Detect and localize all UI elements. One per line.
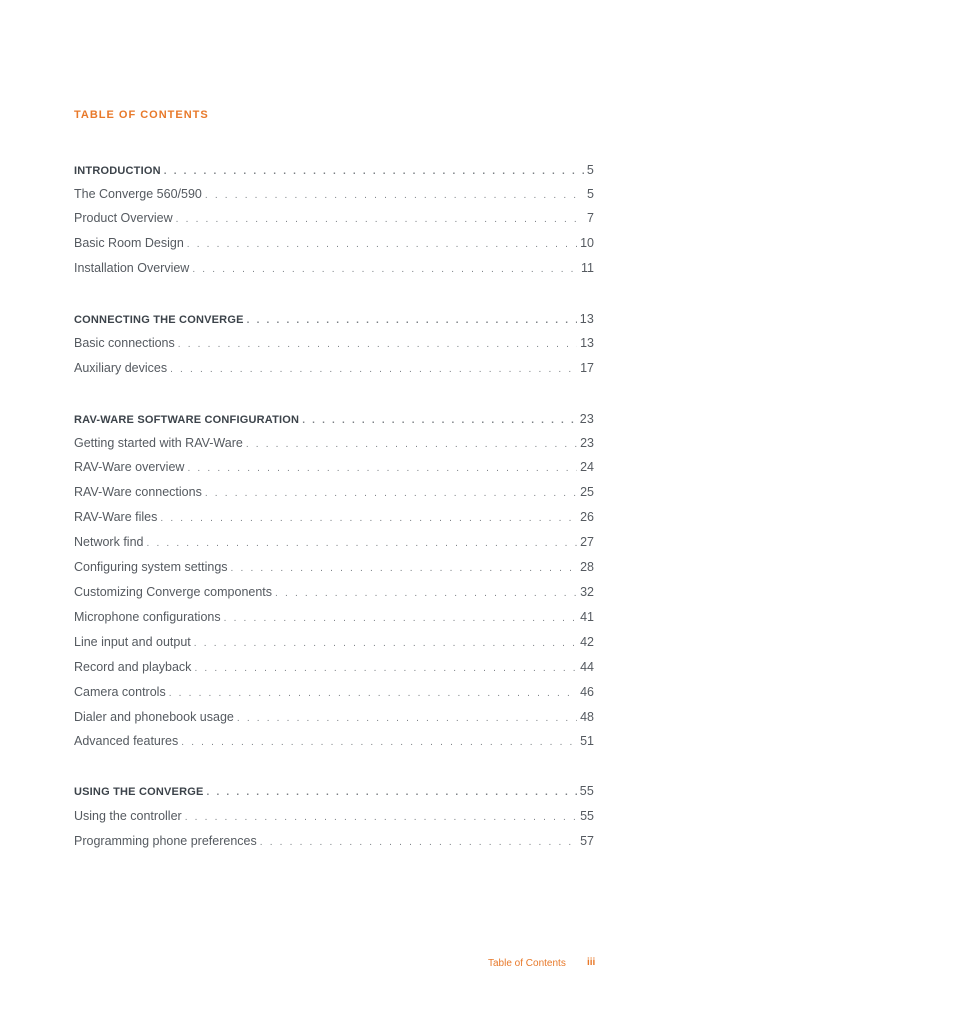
dot-leader [205, 485, 577, 503]
dot-leader [224, 610, 577, 628]
toc-entry-page: 5 [587, 187, 594, 201]
toc-entry[interactable] [74, 434, 594, 452]
toc-entry-label: Customizing Converge components [74, 585, 273, 599]
toc-entry-label: Getting started with RAV-Ware [74, 436, 243, 450]
toc-section-connecting[interactable] [74, 310, 594, 328]
toc-entry[interactable] [74, 832, 594, 850]
toc-entry-label: Advanced features [74, 734, 179, 748]
toc-entry-page: 44 [580, 660, 594, 674]
toc-entry-page: 25 [580, 485, 594, 499]
dot-leader [160, 510, 577, 528]
toc-entry-page: 24 [580, 460, 594, 474]
footer-page-number: iii [587, 957, 596, 968]
dot-leader [194, 660, 577, 678]
toc-entry[interactable] [74, 359, 594, 377]
dot-leader [181, 734, 577, 752]
toc-entry-page: 11 [581, 261, 594, 275]
toc-entry[interactable] [74, 633, 594, 651]
toc-entry-label: Product Overview [74, 211, 173, 225]
toc-entry-label: CONNECTING THE CONVERGE [74, 314, 244, 326]
toc-entry-label: Camera controls [74, 685, 166, 699]
toc-entry-page: 32 [580, 585, 594, 599]
toc-entry-label: USING THE CONVERGE [74, 786, 204, 798]
toc-entry[interactable] [74, 259, 594, 277]
toc-entry[interactable] [74, 658, 594, 676]
toc-entry-label: Line input and output [74, 635, 191, 649]
toc-entry-page: 26 [580, 510, 594, 524]
toc-entry-label: RAV-WARE SOFTWARE CONFIGURATION [74, 414, 300, 426]
dot-leader [187, 236, 577, 254]
toc-entry-page: 55 [579, 784, 594, 798]
toc-entry-page: 5 [586, 163, 594, 177]
dot-leader [302, 412, 577, 430]
toc-entry-page: 51 [580, 734, 594, 748]
dot-leader [237, 710, 577, 728]
toc-entry-label: Configuring system settings [74, 560, 228, 574]
dot-leader [187, 460, 577, 478]
toc-section-introduction[interactable] [74, 161, 594, 179]
dot-leader [192, 261, 578, 279]
toc-entry-label: Using the controller [74, 809, 182, 823]
toc-entry-label: Microphone configurations [74, 610, 221, 624]
toc-entry[interactable] [74, 209, 594, 227]
dot-leader [247, 312, 577, 330]
toc-entry-page: 57 [580, 834, 594, 848]
toc-entry-page: 10 [580, 236, 594, 250]
footer-section-label: Table of Contents [488, 958, 566, 969]
toc-entry[interactable] [74, 807, 594, 825]
toc-entry[interactable] [74, 234, 594, 252]
toc-entry-page: 17 [580, 361, 594, 375]
dot-leader [194, 635, 577, 653]
dot-leader [170, 361, 577, 379]
dot-leader [275, 585, 577, 603]
toc-section-rav-ware[interactable] [74, 410, 594, 428]
toc-entry-label: Basic Room Design [74, 236, 184, 250]
dot-leader [164, 163, 584, 181]
toc-entry[interactable] [74, 558, 594, 576]
toc-entry[interactable] [74, 583, 594, 601]
toc-entry-label: RAV-Ware overview [74, 460, 185, 474]
toc-entry-page: 55 [580, 809, 594, 823]
toc-entry[interactable] [74, 608, 594, 626]
toc-entry-label: Programming phone preferences [74, 834, 257, 848]
toc-entry-label: RAV-Ware connections [74, 485, 202, 499]
toc-entry[interactable] [74, 732, 594, 750]
toc-entry[interactable] [74, 508, 594, 526]
toc-entry-label: INTRODUCTION [74, 165, 161, 177]
toc-entry-label: Record and playback [74, 660, 192, 674]
toc-entry-page: 13 [580, 336, 594, 350]
dot-leader [169, 685, 577, 703]
toc-entry-label: Dialer and phonebook usage [74, 710, 234, 724]
toc-entry-page: 23 [579, 412, 594, 426]
toc-entry-label: RAV-Ware files [74, 510, 158, 524]
toc-entry-page: 23 [580, 436, 594, 450]
toc-entry-page: 41 [580, 610, 594, 624]
toc-entry-page: 42 [580, 635, 594, 649]
toc-section-using[interactable] [74, 782, 594, 800]
toc-entry[interactable] [74, 683, 594, 701]
toc-entry[interactable] [74, 483, 594, 501]
dot-leader [178, 336, 577, 354]
toc-entry-page: 48 [580, 710, 594, 724]
dot-leader [185, 809, 577, 827]
toc-entry-label: The Converge 560/590 [74, 187, 202, 201]
toc-entry[interactable] [74, 185, 594, 203]
toc-entry-page: 13 [579, 312, 594, 326]
toc-entry-label: Auxiliary devices [74, 361, 168, 375]
dot-leader [205, 187, 584, 205]
toc-entry[interactable] [74, 458, 594, 476]
toc-entry-page: 27 [580, 535, 594, 549]
dot-leader [231, 560, 578, 578]
toc-entry-label: Installation Overview [74, 261, 190, 275]
toc-heading: TABLE OF CONTENTS [74, 109, 209, 121]
toc-entry-label: Basic connections [74, 336, 175, 350]
dot-leader [176, 211, 584, 229]
toc-entry-label: Network find [74, 535, 144, 549]
toc-entry[interactable] [74, 708, 594, 726]
dot-leader [246, 436, 577, 454]
toc-entry-page: 46 [580, 685, 594, 699]
dot-leader [260, 834, 577, 852]
dot-leader [146, 535, 577, 553]
toc-entry-page: 7 [587, 211, 594, 225]
toc-entry[interactable] [74, 533, 594, 551]
toc-entry[interactable] [74, 334, 594, 352]
toc-entry-page: 28 [580, 560, 594, 574]
dot-leader [207, 784, 577, 802]
